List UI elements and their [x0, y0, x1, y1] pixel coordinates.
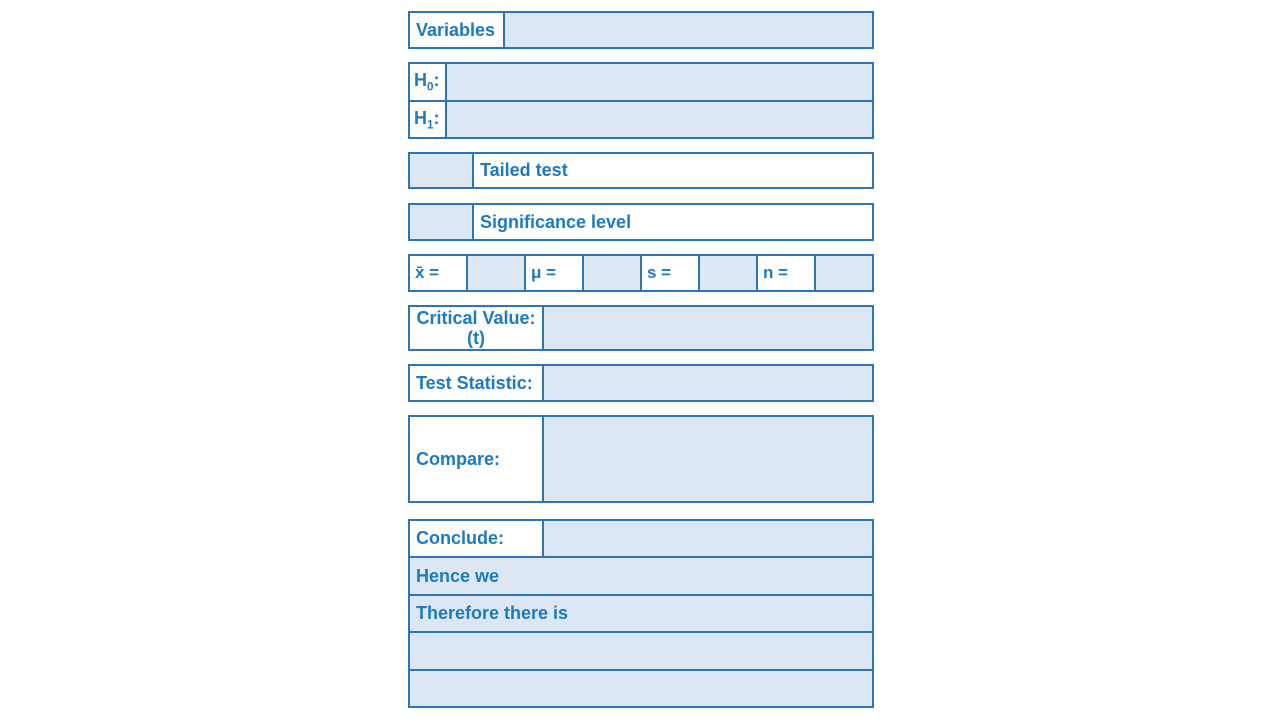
significance-row — [408, 203, 874, 241]
critical-value-label-line2: (t) — [467, 328, 485, 348]
critical-value-row — [408, 305, 874, 351]
s-value-cell[interactable] — [698, 256, 756, 290]
compare-label: Compare: — [416, 448, 501, 469]
critical-value-label-line1: Critical Value: — [416, 308, 536, 328]
conclude-row — [410, 521, 872, 556]
hence-cell[interactable] — [410, 558, 872, 593]
test-statistic-value-cell[interactable] — [544, 366, 872, 400]
variables-label-cell — [410, 13, 505, 47]
mu-label-cell: μ = — [524, 256, 582, 290]
test-statistic-label-cell — [410, 366, 544, 400]
blank-row-2 — [410, 669, 872, 706]
conclude-label: Conclude: — [416, 528, 504, 549]
conclude-label-cell — [410, 521, 544, 556]
blank-row-1 — [410, 631, 872, 668]
test-statistic-row — [408, 364, 874, 402]
conclude-value-cell[interactable] — [544, 521, 872, 556]
xbar-label-cell: x̄ = — [415, 263, 440, 282]
significance-input-cell[interactable] — [410, 205, 474, 239]
variables-row — [408, 11, 874, 49]
blank-cell-2[interactable] — [410, 671, 872, 706]
tailed-test-label: Tailed test — [480, 160, 568, 180]
h1-row — [410, 100, 872, 138]
h0-row — [410, 64, 872, 100]
compare-value-cell[interactable] — [544, 417, 872, 501]
hence-row — [410, 556, 872, 593]
variables-label: Variables — [416, 19, 496, 40]
critical-value-value-cell[interactable] — [544, 307, 872, 349]
xbar-value-cell[interactable] — [466, 256, 524, 290]
critical-value-label-cell — [410, 307, 544, 349]
h0-label: $H_0$: — [414, 70, 440, 94]
significance-label: Significance level — [480, 211, 632, 232]
h1-value-cell[interactable] — [447, 102, 872, 138]
tailed-test-input-cell[interactable] — [410, 154, 474, 187]
mu-value-cell[interactable] — [582, 256, 640, 290]
h1-label: $H_1$: — [414, 107, 440, 132]
n-value-cell[interactable] — [814, 256, 872, 290]
h0-value-cell[interactable] — [447, 64, 872, 100]
therefore-cell[interactable] — [410, 596, 872, 631]
compare-row — [408, 415, 874, 503]
variables-value-cell[interactable] — [505, 13, 872, 47]
significance-label-cell — [474, 205, 872, 239]
conclusion-block — [408, 519, 874, 708]
test-statistic-label: Test Statistic: — [416, 372, 533, 393]
hypotheses-block — [408, 62, 874, 139]
tailed-test-label-cell — [474, 154, 872, 187]
sample-stats-row — [408, 254, 874, 292]
therefore-row — [410, 594, 872, 631]
n-label-cell: n = — [756, 256, 814, 290]
hence-label: Hence we — [416, 565, 500, 586]
tailed-test-row — [408, 152, 874, 189]
compare-label-cell — [410, 417, 544, 501]
h1-label-cell — [410, 102, 447, 138]
s-label-cell: s = — [640, 256, 698, 290]
therefore-label: Therefore there is — [416, 603, 569, 624]
h0-label-cell — [410, 64, 447, 100]
blank-cell-1[interactable] — [410, 633, 872, 668]
